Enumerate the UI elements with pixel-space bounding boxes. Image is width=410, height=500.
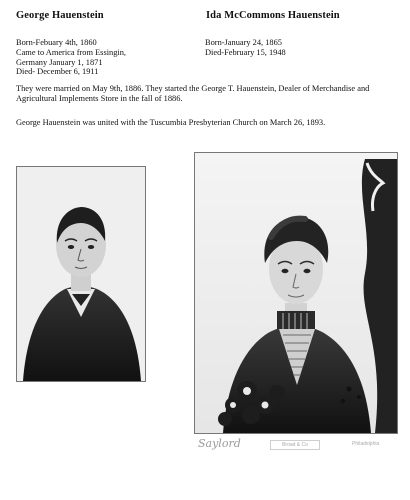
photographer-signature: Saylord [198,437,241,450]
ida-portrait-photo [194,152,398,434]
studio-stamp [270,440,320,450]
marriage-paragraph: They were married on May 9th, 1886. They started the George T. Hauenstein, Dealer of Merchandise and Agricultural Implements Store in the fall of 1886. [16,84,370,103]
wife-details [205,38,395,58]
george-portrait-image [17,167,145,381]
studio-stamp-text: Broad & Co [282,442,308,448]
husband-details [16,38,206,77]
husband-immigration-2: Germany January 1, 1871 [16,57,103,67]
ida-portrait-image [195,153,397,433]
husband-name: George Hauenstein [16,10,104,21]
church-paragraph: George Hauenstein was united with the Tuscumbia Presbyterian Church on March 26, 1893. [16,118,326,127]
husband-died: Died- December 6, 1911 [16,67,99,77]
husband-born: Born-Febuary 4th, 1860 [16,38,97,47]
wife-died: Died-February 15, 1948 [205,47,286,57]
husband-immigration-1: Came to America from Essingin, [16,47,127,57]
studio-location: Philadelphia [352,441,380,447]
george-portrait-photo [16,166,146,382]
wife-born: Born-January 24, 1865 [205,38,282,47]
wife-name: Ida McCommons Hauenstein [206,10,340,21]
